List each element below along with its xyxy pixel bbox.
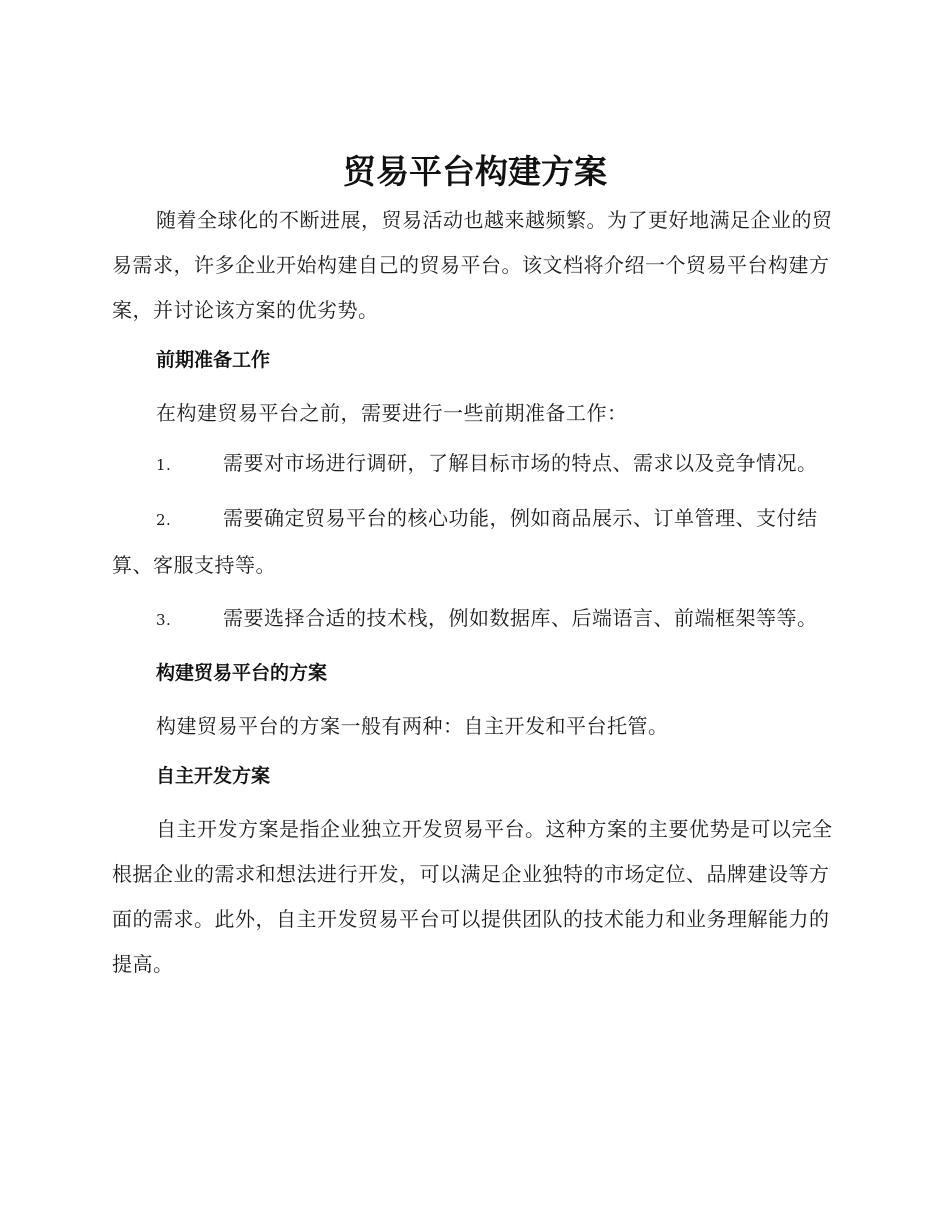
plan-paragraph: 构建贸易平台的方案一般有两种：自主开发和平台托管。 — [156, 714, 669, 738]
document-title: 贸易平台构建方案 — [343, 152, 607, 191]
list-number: 3. — [156, 611, 172, 629]
list-item — [112, 496, 834, 588]
list-item-text: 需要对市场进行调研，了解目标市场的特点、需求以及竞争情况。 — [223, 451, 818, 475]
heading-prep: 前期准备工作 — [156, 349, 271, 371]
list-item-text: 需要确定贸易平台的核心功能，例如商品展示、订单管理、支付结算、客服支持等。 — [112, 506, 818, 577]
heading-plan: 构建贸易平台的方案 — [156, 662, 328, 684]
list-item-text: 需要选择合适的技术栈，例如数据库、后端语言、前端框架等等。 — [223, 606, 818, 630]
intro-paragraph: 随着全球化的不断进展，贸易活动也越来越频繁。为了更好地满足企业的贸易需求，许多企业开始构建自己的贸易平台。该文档将介绍一个贸易平台构建方案，并讨论该方案的优劣势。 — [112, 208, 833, 322]
list-item — [112, 596, 834, 643]
list-number: 1. — [156, 456, 172, 474]
list-item — [112, 441, 834, 488]
self-development-paragraph: 自主开发方案是指企业独立开发贸易平台。这种方案的主要优势是可以完全根据企业的需求和想法进行开发，可以满足企业独特的市场定位、品牌建设等方面的需求。此外，自主开发贸易平台可以提供团队的技术能力和业务理解能力的提高。 — [112, 817, 833, 976]
prep-lead-paragraph: 在构建贸易平台之前，需要进行一些前期准备工作： — [156, 401, 628, 425]
list-number: 2. — [156, 511, 172, 529]
heading-self-development: 自主开发方案 — [156, 765, 271, 787]
document-body — [112, 198, 834, 992]
